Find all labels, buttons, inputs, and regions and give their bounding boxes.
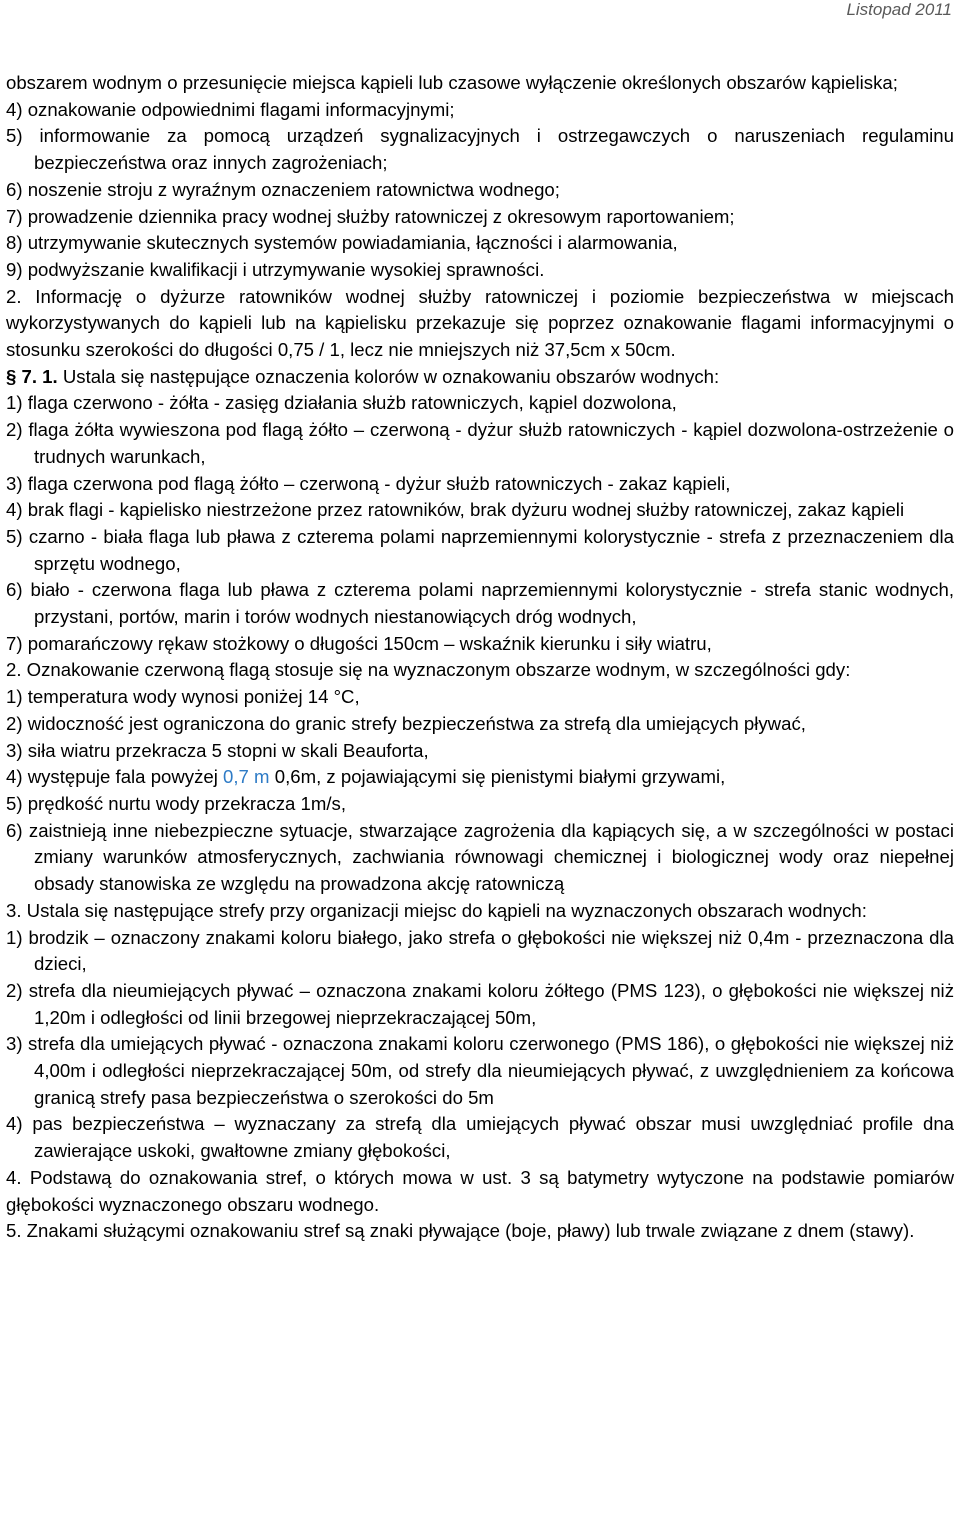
section-label: § 7. 1. (6, 365, 58, 387)
paragraph-3: 3. Ustala się następujące strefy przy organizacji miejsc do kąpieli na wyznaczonych obszarach wodnych: (6, 899, 867, 921)
list-item: 7) prowadzenie dziennika pracy wodnej służby ratowniczej z okresowym raportowaniem; (6, 205, 735, 227)
list-item: 4) brak flagi - kąpielisko niestrzeżone przez ratowników, brak dyżuru wodnej służby ratowniczej, zakaz kąpieli (6, 499, 905, 521)
list-item: 3) flaga czerwona pod flagą żółto – czerwoną - dyżur służb ratowniczych - zakaz kąpieli, (6, 472, 731, 494)
list-item: 6) noszenie stroju z wyraźnym oznaczeniem ratownictwa wodnego; (6, 178, 560, 200)
list-item: 6) zaistnieją inne niebezpieczne sytuacje, stwarzające zagrożenia dla kąpiących się, a w szczególności w postaci zmiany warunków atmosferycznych, zachwiania równowagi chemicznej i biologicznej wody oraz niepełnej obsady stanowiska ze względu na prowadzona akcję ratowniczą (6, 819, 954, 895)
item-text: 0,6m, z pojawiającymi się pienistymi białymi grzywami, (269, 766, 726, 788)
page-header-date: Listopad 2011 (846, 0, 952, 19)
list-item: 3) strefa dla umiejących pływać - oznaczona znakami koloru czerwonego (PMS 186), o głębokości nie większej niż 4,00m i odległości nieprzekraczającej 50m, od strefy dla nieumiejących pływać, z uwzględnieniem za końcowa granicą strefy pasa bezpieczeństwa o szerokości do 5m (6, 1033, 954, 1108)
list-item: 1) brodzik – oznaczony znakami koloru białego, jako strefa o głębokości nie większej niż 0,4m - przeznaczona dla dzieci, (6, 926, 954, 975)
section-7-intro (6, 364, 954, 391)
list-item: 5) informowanie za pomocą urządzeń sygnalizacyjnych i ostrzegawczych o naruszeniach regulaminu bezpieczeństwa oraz innych zagrożeniach; (6, 125, 954, 174)
paragraph-2b: 2. Oznakowanie czerwoną flagą stosuje się na wyznaczonym obszarze wodnym, w szczególności gdy: (6, 659, 851, 681)
paragraph-2: 2. Informację o dyżurze ratowników wodnej służby ratowniczej i poziomie bezpieczeństwa w miejscach wykorzystywanych do kąpieli lub na kąpielisku przekazuje się poprzez oznakowanie flagami informacyjnymi o stosunku szerokości do długości 0,75 / 1, lecz nie mniejszych niż 37,5cm x 50cm. (6, 285, 954, 361)
item-text: 4) występuje fala powyżej (6, 766, 224, 788)
list-item: 5) czarno - biała flaga lub pława z czterema polami naprzemiennymi kolorystycznie - strefa z przeznaczeniem dla sprzętu wodnego, (6, 525, 954, 574)
list-item: 8) utrzymywanie skutecznych systemów powiadamiania, łączności i alarmowania, (6, 232, 678, 254)
list-item: 7) pomarańczowy rękaw stożkowy o długości 150cm – wskaźnik kierunku i siły wiatru, (6, 632, 712, 654)
list-item: 5) prędkość nurtu wody przekracza 1m/s, (6, 792, 346, 814)
list-item: 9) podwyższanie kwalifikacji i utrzymywanie wysokiej sprawności. (6, 258, 545, 280)
list-item: 2) flaga żółta wywieszona pod flagą żółto – czerwoną - dyżur służb ratowniczych - kąpiel dozwolona-ostrzeżenie o trudnych warunkach, (6, 419, 954, 467)
paragraph-4: 4. Podstawą do oznakowania stref, o których mowa w ust. 3 są batymetry wytyczone na podstawie pomiarów głębokości wyznaczonego obszaru wodnego. (6, 1166, 954, 1215)
list-item: 3) siła wiatru przekracza 5 stopni w skali Beauforta, (6, 739, 429, 761)
paragraph-5: 5. Znakami służącymi oznakowaniu stref są znaki pływające (boje, pławy) lub trwale związane z dnem (stawy). (6, 1220, 915, 1242)
list-item: 4) oznakowanie odpowiednimi flagami informacyjnymi; (6, 98, 455, 120)
list-item: 1) flaga czerwono - żółta - zasięg działania służb ratowniczych, kąpiel dozwolona, (6, 392, 677, 414)
document-body (6, 70, 954, 1245)
list-item: 1) temperatura wody wynosi poniżej 14 °C, (6, 686, 360, 708)
list-item: 2) strefa dla nieumiejących pływać – oznaczona znakami koloru żółtego (PMS 123), o głębokości nie większej niż 1,20m i odległości od linii brzegowej nieprzekraczającej 50m, (6, 979, 954, 1028)
list-item: 2) widoczność jest ograniczona do granic strefy bezpieczeństwa za strefą dla umiejących pływać, (6, 712, 806, 734)
highlighted-value: 0,7 m (223, 766, 270, 788)
list-item: 6) biało - czerwona flaga lub pława z czterema polami naprzemiennymi kolorystycznie - strefa stanic wodnych, przystani, portów, marin i torów wodnych niestanowiących dróg wodnych, (6, 579, 954, 628)
list-item (6, 764, 954, 791)
list-item: 4) pas bezpieczeństwa – wyznaczany za strefą dla umiejących pływać obszar musi uwzględniać profile dna zawierające uskoki, gwałtowne zmiany głębokości, (6, 1113, 954, 1162)
section-7-text: Ustala się następujące oznaczenia kolorów w oznakowaniu obszarów wodnych: (57, 365, 720, 387)
paragraph-continuation: obszarem wodnym o przesunięcie miejsca kąpieli lub czasowe wyłączenie określonych obszarów kąpieliska; (6, 72, 898, 93)
